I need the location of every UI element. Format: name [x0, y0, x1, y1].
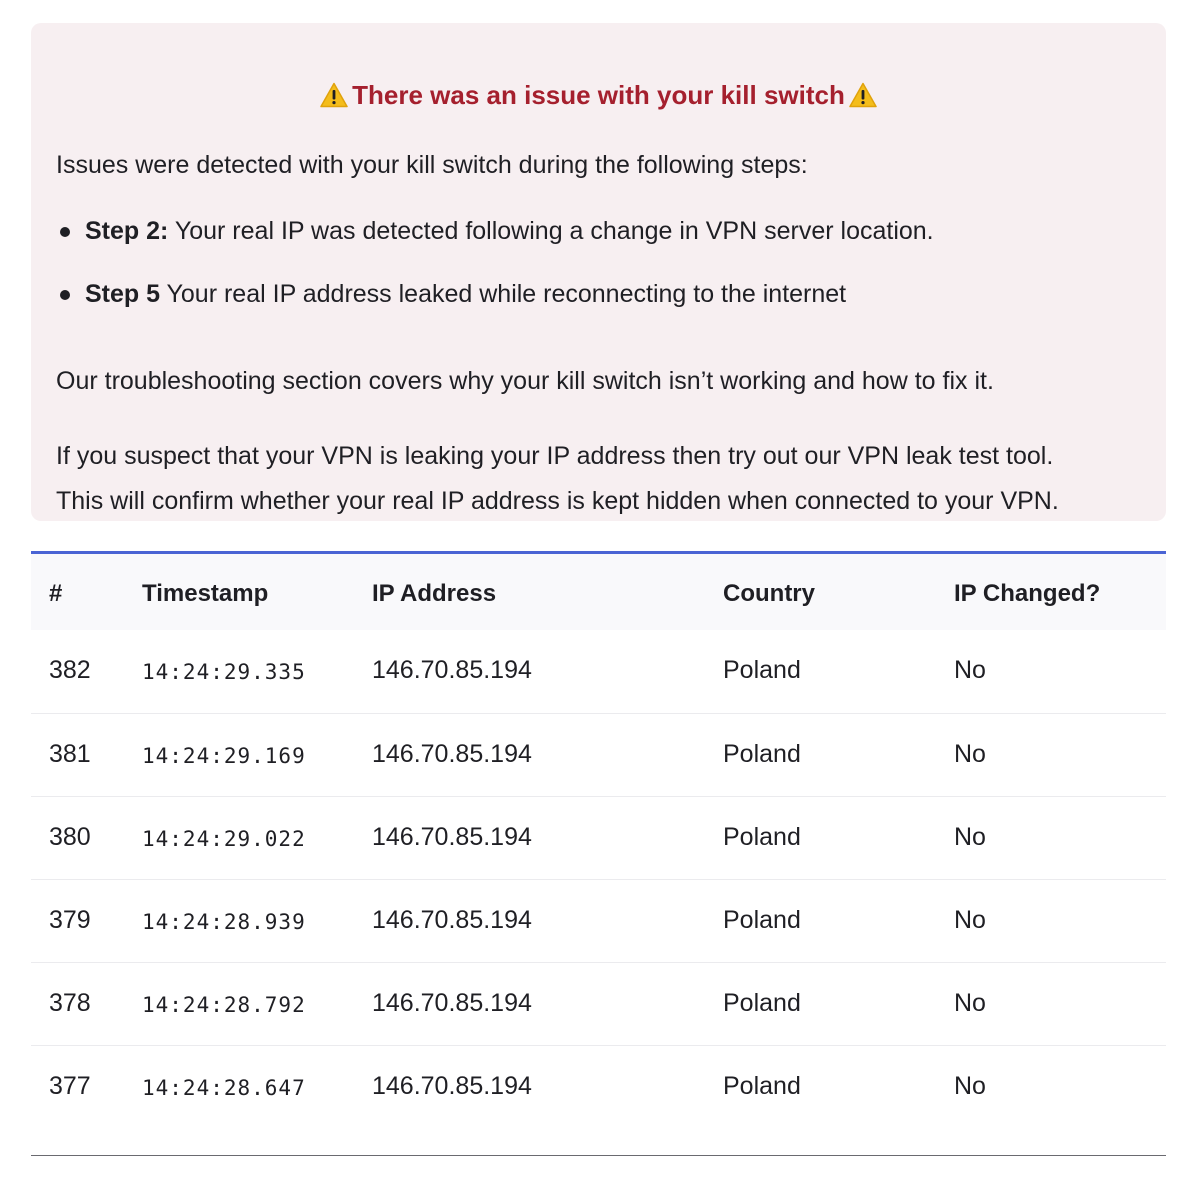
leak-test-line-1: If you suspect that your VPN is leaking your IP address then try out our VPN leak test tool.	[56, 442, 1054, 470]
cell-timestamp: 14:24:28.792	[142, 993, 306, 1017]
cell-number: 378	[49, 989, 91, 1017]
cell-timestamp: 14:24:28.647	[142, 1076, 306, 1100]
list-item	[56, 276, 934, 312]
table-row	[31, 962, 1166, 1045]
bullet-icon	[60, 290, 70, 300]
cell-number: 380	[49, 823, 91, 851]
cell-timestamp: 14:24:29.022	[142, 827, 306, 851]
cell-ip-address: 146.70.85.194	[372, 906, 532, 934]
table-row	[31, 630, 1166, 713]
alert-title: There was an issue with your kill switch	[352, 80, 845, 110]
table-bottom-divider	[31, 1155, 1166, 1156]
table-body	[31, 630, 1166, 1128]
kill-switch-alert	[31, 23, 1166, 521]
cell-ip-changed: No	[954, 989, 986, 1017]
cell-number: 381	[49, 740, 91, 768]
list-item	[56, 213, 934, 249]
cell-country: Poland	[723, 906, 801, 934]
cell-number: 377	[49, 1072, 91, 1100]
cell-ip-address: 146.70.85.194	[372, 989, 532, 1017]
cell-timestamp: 14:24:29.335	[142, 660, 306, 684]
step-text: Your real IP address leaked while reconnecting to the internet	[160, 280, 847, 308]
step-text: Your real IP was detected following a change in VPN server location.	[168, 217, 934, 245]
cell-number: 379	[49, 906, 91, 934]
cell-ip-address: 146.70.85.194	[372, 740, 532, 768]
cell-ip-changed: No	[954, 740, 986, 768]
cell-ip-address: 146.70.85.194	[372, 823, 532, 851]
table-row	[31, 1045, 1166, 1128]
cell-country: Poland	[723, 1072, 801, 1100]
header-country: Country	[723, 580, 815, 607]
cell-ip-address: 146.70.85.194	[372, 1072, 532, 1100]
step-label: Step 2:	[85, 217, 169, 245]
cell-ip-changed: No	[954, 656, 986, 684]
step-label: Step 5	[85, 280, 161, 308]
cell-country: Poland	[723, 740, 801, 768]
leak-test-paragraph	[56, 434, 1059, 524]
header-ip-address: IP Address	[372, 580, 497, 607]
alert-intro: Issues were detected with your kill switch during the following steps:	[56, 151, 808, 179]
cell-country: Poland	[723, 823, 801, 851]
warning-icon	[320, 81, 348, 117]
cell-ip-changed: No	[954, 1072, 986, 1100]
cell-number: 382	[49, 656, 91, 684]
cell-country: Poland	[723, 656, 801, 684]
troubleshooting-paragraph: Our troubleshooting section covers why your kill switch isn’t working and how to fix it.	[56, 367, 994, 395]
header-ip-changed: IP Changed?	[954, 580, 1101, 607]
cell-ip-address: 146.70.85.194	[372, 656, 532, 684]
table-row	[31, 713, 1166, 796]
leak-test-line-2: This will confirm whether your real IP address is kept hidden when connected to your VPN.	[56, 487, 1059, 515]
cell-country: Poland	[723, 989, 801, 1017]
cell-ip-changed: No	[954, 906, 986, 934]
table-row	[31, 796, 1166, 879]
warning-icon	[849, 81, 877, 117]
table-row	[31, 879, 1166, 962]
issue-steps-list	[56, 213, 934, 312]
header-timestamp: Timestamp	[142, 580, 269, 607]
cell-ip-changed: No	[954, 823, 986, 851]
header-number: #	[49, 580, 63, 607]
alert-title-line	[31, 77, 1166, 117]
ip-log-table	[31, 551, 1166, 1128]
bullet-icon	[60, 227, 70, 237]
cell-timestamp: 14:24:28.939	[142, 910, 306, 934]
table-header	[31, 554, 1166, 630]
cell-timestamp: 14:24:29.169	[142, 744, 306, 768]
